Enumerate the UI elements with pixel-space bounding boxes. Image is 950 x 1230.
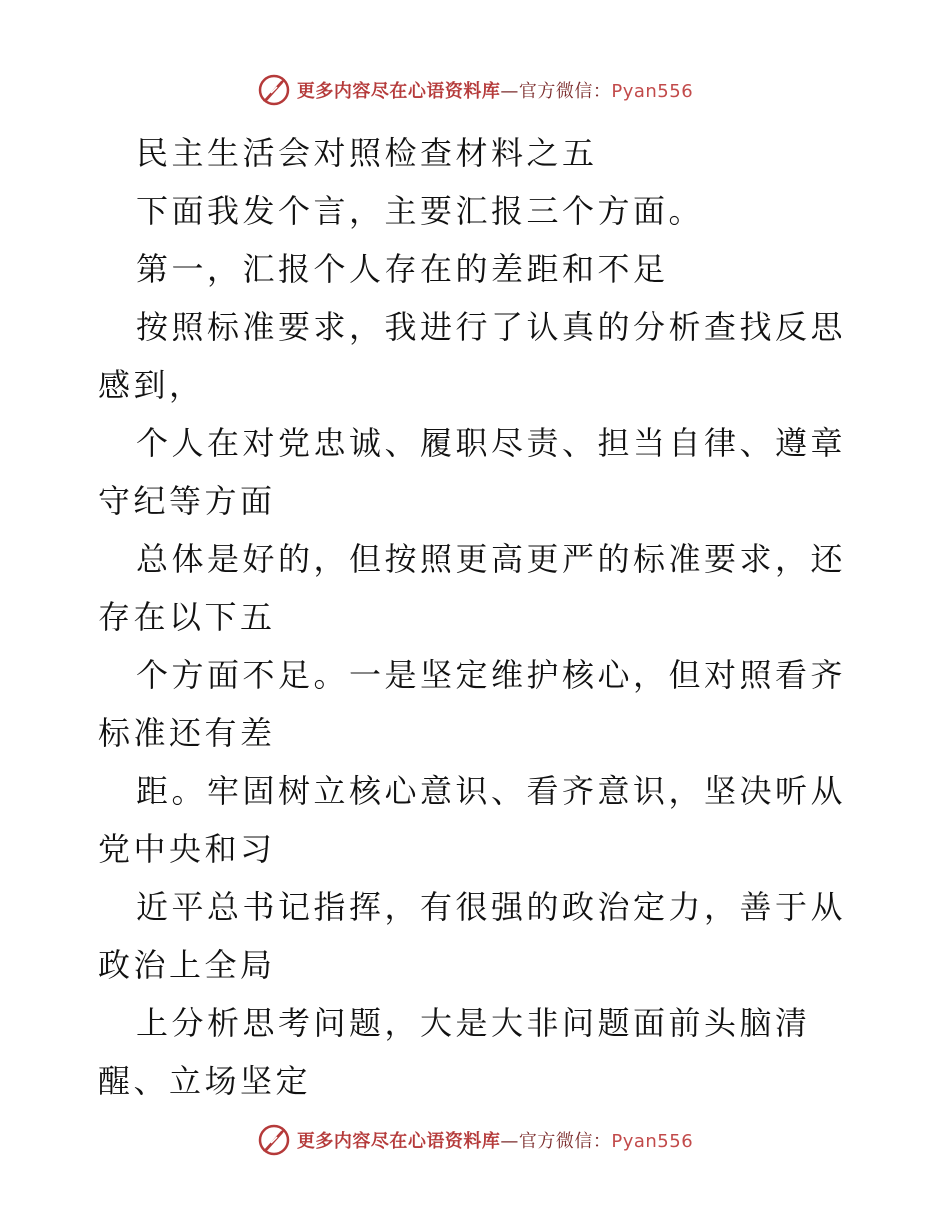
header-text (297, 77, 693, 103)
header-wechat-label: 官方微信： (518, 81, 612, 102)
paragraph: 距。牢固树立核心意识、看齐意识，坚决听从党中央和习 (98, 772, 847, 868)
paragraph: 上分析思考问题，大是大非问题面前头脑清醒、立场坚定 (98, 1004, 811, 1100)
footer-banner (0, 1120, 950, 1160)
footer-wechat-id: Pyan556 (611, 1131, 694, 1152)
paragraph: 总体是好的，但按照更高更严的标准要求，还存在以下五 (98, 540, 847, 636)
paragraph: 第一，汇报个人存在的差距和不足 (136, 250, 669, 288)
paragraph: 按照标准要求，我进行了认真的分析查找反思感到， (98, 308, 847, 404)
header-dash: — (500, 81, 519, 102)
header-banner (0, 70, 950, 110)
quill-pen-logo-icon (257, 73, 291, 107)
paragraph: 个方面不足。一是坚定维护核心，但对照看齐标准还有差 (98, 656, 847, 752)
footer-wechat-label: 官方微信： (518, 1131, 612, 1152)
footer-text (297, 1127, 693, 1153)
header-site-text: 更多内容尽在心语资料库 (296, 81, 501, 102)
paragraph: 下面我发个言，主要汇报三个方面。 (136, 192, 705, 230)
header-wechat-id: Pyan556 (611, 81, 694, 102)
footer-dash: — (500, 1131, 519, 1152)
quill-pen-logo-icon (257, 1123, 291, 1157)
paragraph: 近平总书记指挥，有很强的政治定力，善于从政治上全局 (98, 888, 847, 984)
document-body (98, 124, 858, 1110)
header-banner-inner (257, 73, 693, 107)
paragraph-title: 民主生活会对照检查材料之五 (136, 134, 598, 172)
paragraph: 个人在对党忠诚、履职尽责、担当自律、遵章守纪等方面 (98, 424, 847, 520)
footer-banner-inner (257, 1123, 693, 1157)
footer-site-text: 更多内容尽在心语资料库 (296, 1131, 501, 1152)
